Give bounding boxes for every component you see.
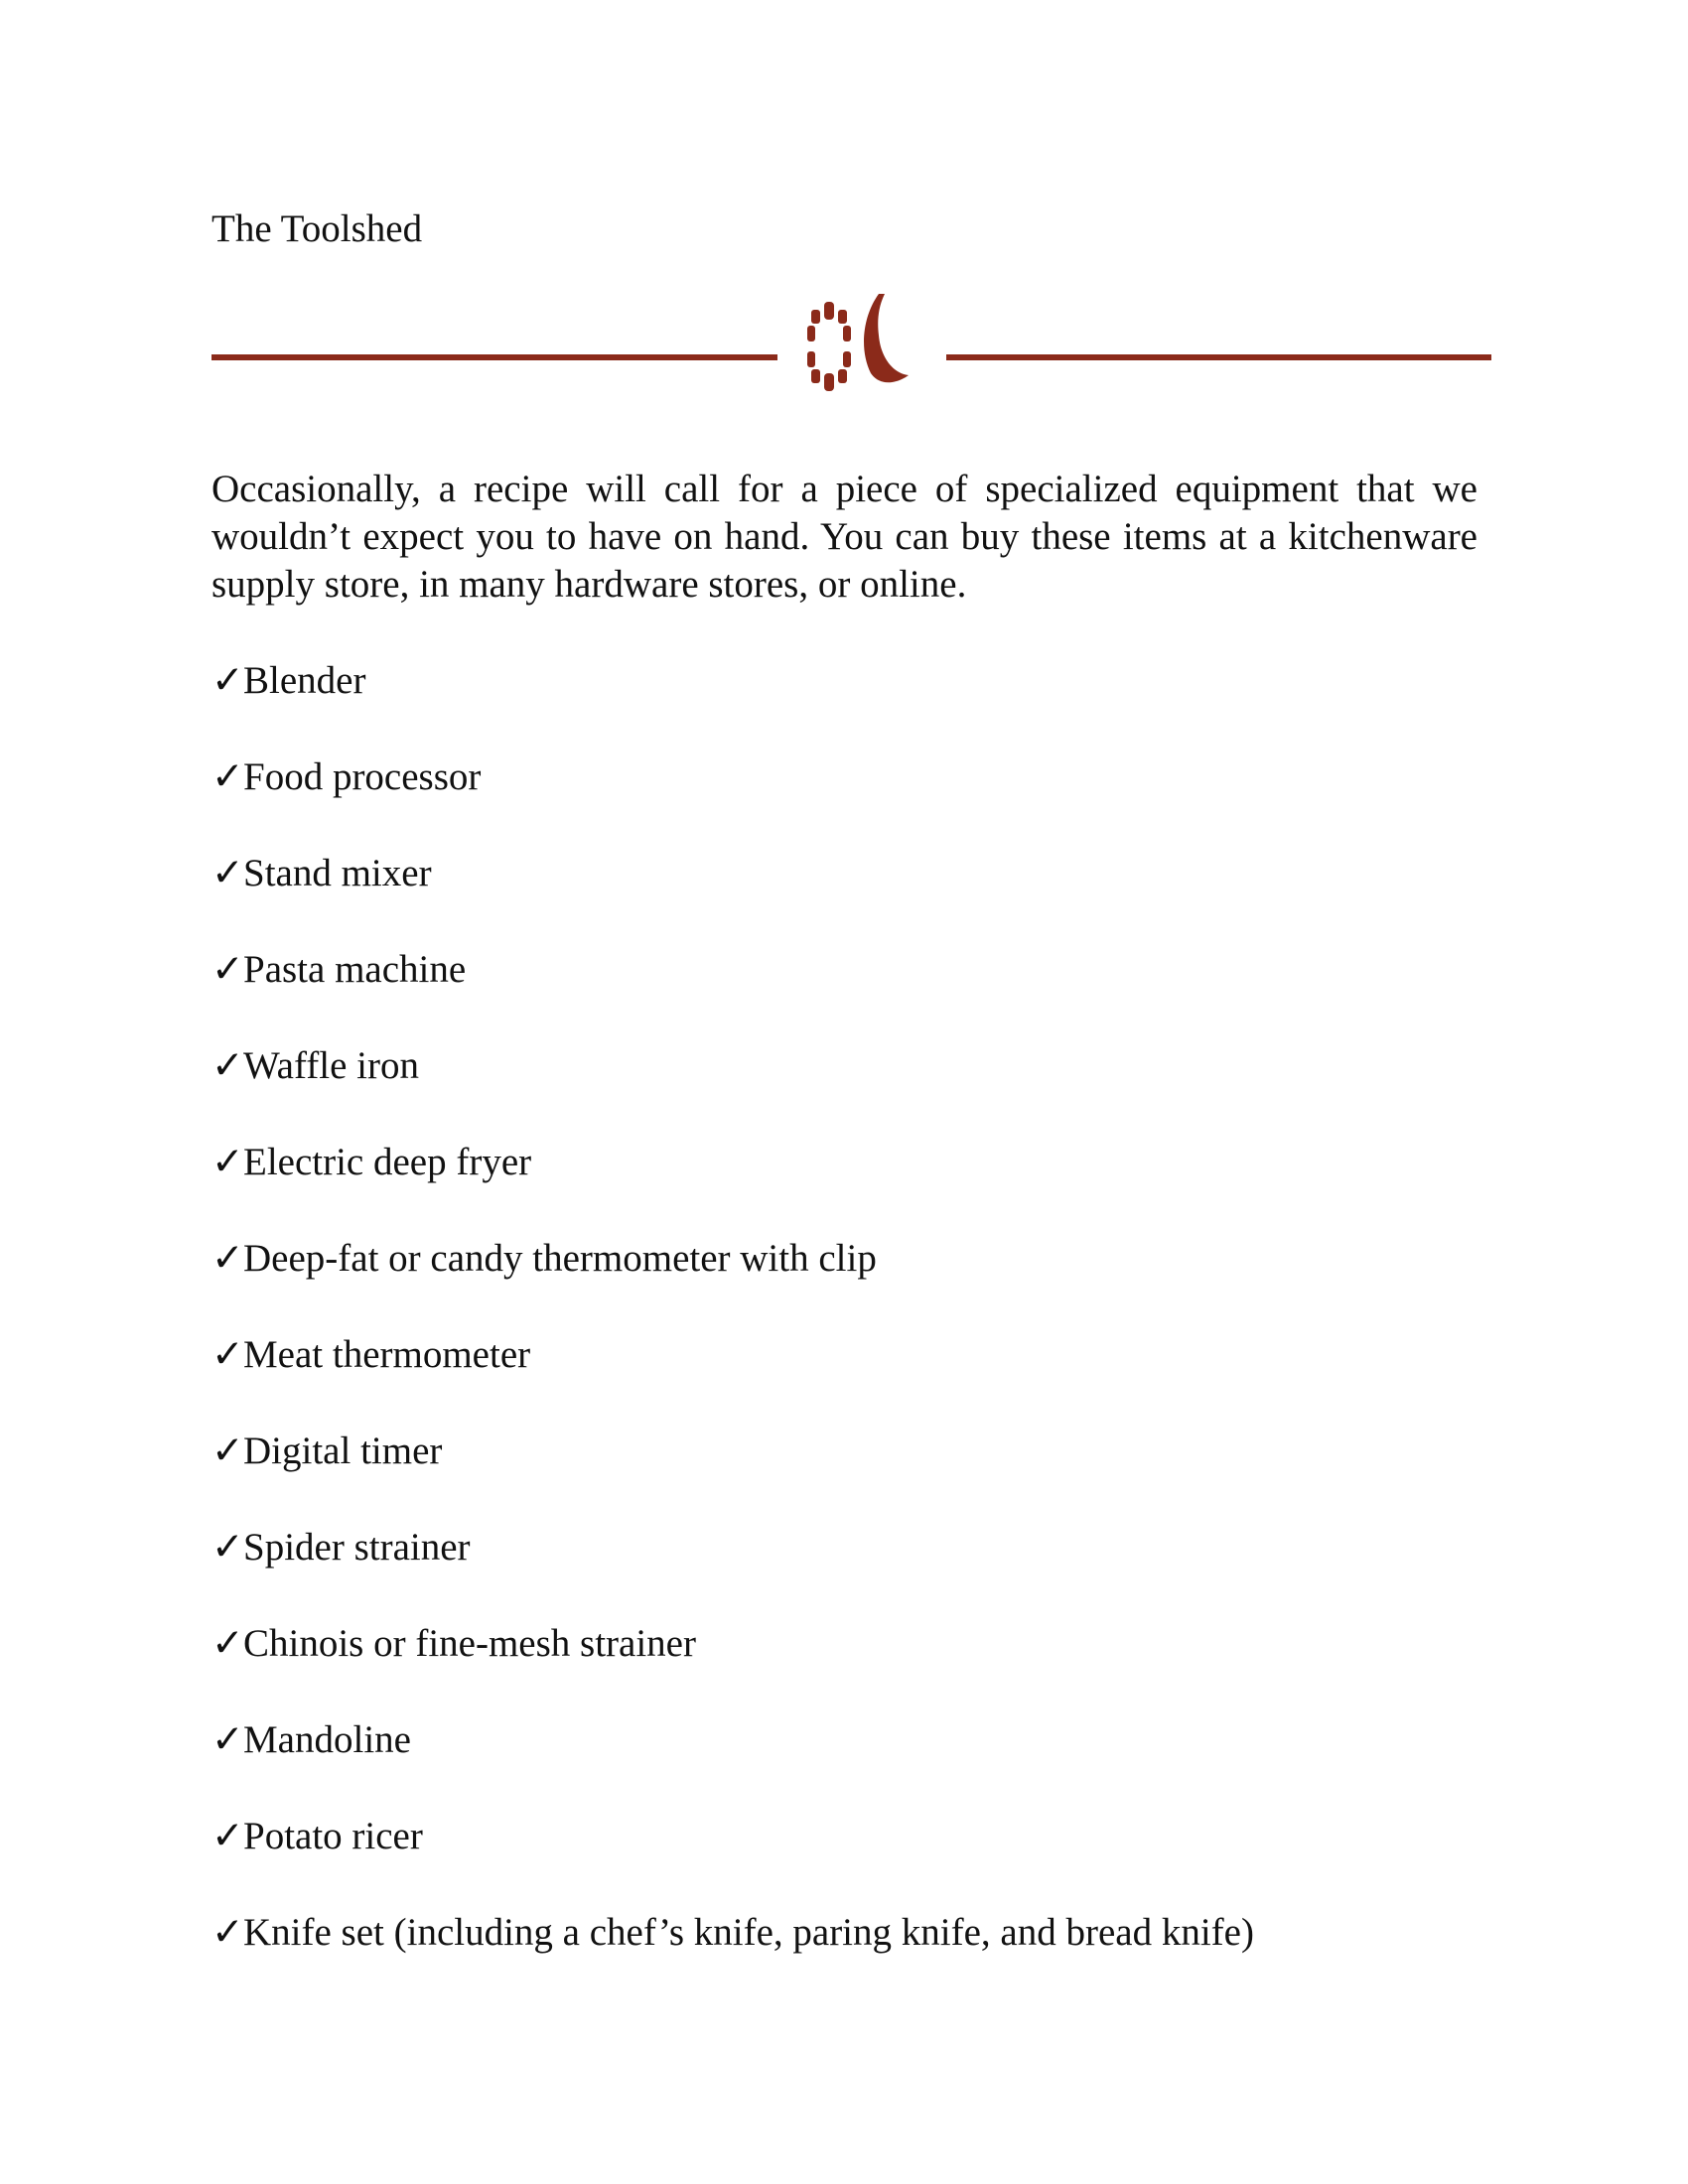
list-item — [211, 945, 1254, 1041]
list-item-label: Electric deep fryer — [243, 1141, 532, 1183]
checkmark-icon: ✓ — [211, 1911, 244, 1954]
list-item-label: Mandoline — [243, 1718, 411, 1761]
checkmark-icon: ✓ — [211, 659, 244, 702]
checkmark-icon: ✓ — [211, 1237, 244, 1280]
list-item-label: Spider strainer — [243, 1526, 471, 1569]
list-item-label: Chinois or fine-mesh strainer — [243, 1622, 696, 1665]
checkmark-icon: ✓ — [211, 1526, 244, 1569]
checkmark-icon: ✓ — [211, 1815, 244, 1857]
intro-paragraph: Occasionally, a recipe will call for a piece of specialized equipment that we wouldn’t expect you to have on hand. You can buy these items at a kitchenware supply store, in many hardware stores, or online. — [211, 468, 1477, 606]
list-item-label: Deep-fat or candy thermometer with clip — [243, 1237, 877, 1280]
list-item-label: Food processor — [243, 755, 482, 798]
checkmark-icon: ✓ — [211, 755, 244, 798]
list-item — [211, 752, 1254, 849]
list-item-label: Knife set (including a chef’s knife, paring knife, and bread knife) — [243, 1911, 1254, 1954]
list-item — [211, 1330, 1254, 1427]
list-item-label: Meat thermometer — [243, 1333, 531, 1376]
list-item — [211, 1138, 1254, 1234]
list-item — [211, 1234, 1254, 1330]
checkmark-icon: ✓ — [211, 948, 244, 991]
checkmark-icon: ✓ — [211, 1430, 244, 1472]
checkmark-icon: ✓ — [211, 1718, 244, 1761]
list-item — [211, 849, 1254, 945]
list-item — [211, 1523, 1254, 1619]
checkmark-icon: ✓ — [211, 852, 244, 894]
page-title: The Toolshed — [211, 207, 423, 250]
list-item-label: Digital timer — [243, 1430, 443, 1472]
checkmark-icon: ✓ — [211, 1622, 244, 1665]
ornamental-divider — [211, 288, 1491, 407]
list-item — [211, 1427, 1254, 1523]
list-item — [211, 656, 1254, 752]
list-item — [211, 1041, 1254, 1138]
list-item-label: Stand mixer — [243, 852, 432, 894]
list-item — [211, 1715, 1254, 1812]
checkmark-icon: ✓ — [211, 1141, 244, 1183]
list-item-label: Blender — [243, 659, 366, 702]
list-item — [211, 1908, 1254, 2004]
list-item — [211, 1812, 1254, 1908]
list-item-label: Pasta machine — [243, 948, 467, 991]
list-item-label: Waffle iron — [243, 1044, 419, 1087]
equipment-list — [211, 656, 1254, 2004]
checkmark-icon: ✓ — [211, 1333, 244, 1376]
list-item — [211, 1619, 1254, 1715]
checkmark-icon: ✓ — [211, 1044, 244, 1087]
list-item-label: Potato ricer — [243, 1815, 423, 1857]
